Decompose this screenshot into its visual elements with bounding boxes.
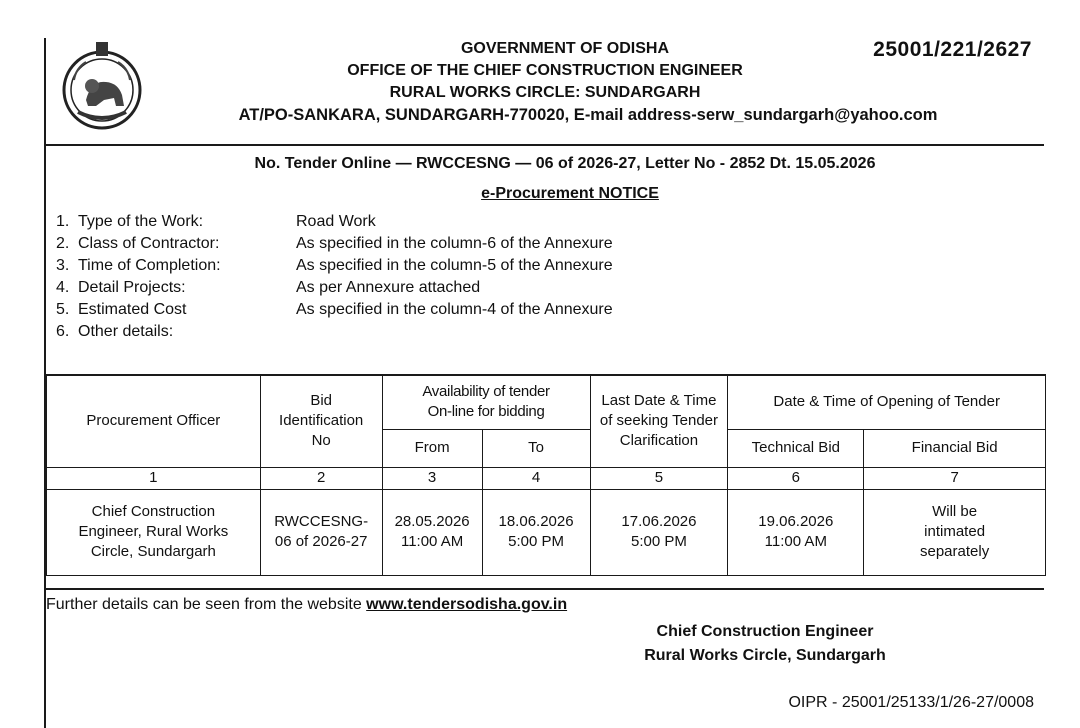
reference-number: 25001/221/2627 [873, 38, 1032, 61]
column-number: 3 [382, 467, 482, 489]
column-number-row [47, 467, 1046, 489]
oipr-number: OIPR - 25001/25133/1/26-27/0008 [788, 694, 1034, 711]
cell-from [382, 489, 482, 575]
column-number: 2 [260, 467, 382, 489]
cell-bid-id [260, 489, 382, 575]
notice-footer [46, 588, 1044, 711]
cell-text: 18.06.2026 [498, 513, 574, 530]
column-number: 5 [590, 467, 728, 489]
cell-text: 11:00 AM [400, 533, 464, 550]
column-number: 4 [482, 467, 590, 489]
header-to: To [482, 429, 590, 467]
header-text: Identification [279, 412, 364, 430]
detail-item [46, 321, 1044, 343]
notice-header [46, 38, 1044, 146]
cell-last-date [590, 489, 728, 575]
detail-value: Road Work [296, 213, 376, 230]
detail-number: 2. [56, 235, 70, 252]
tender-number: No. Tender Online — RWCCESNG — 06 of 2026-27, Letter No - 2852 Dt. 15.05.2026 [254, 155, 876, 172]
cell-to [482, 489, 590, 575]
cell-text: intimated [924, 523, 986, 540]
detail-label: Estimated Cost [78, 301, 187, 318]
further-details-text: Further details can be seen from the website [46, 596, 362, 613]
header-from: From [382, 429, 482, 467]
detail-value: As specified in the column-4 of the Annexure [296, 301, 613, 318]
signatory-office: Rural Works Circle, Sundargarh [644, 647, 886, 664]
cell-text: 5:00 PM [631, 533, 687, 550]
notice-title: e-Procurement NOTICE [481, 185, 659, 202]
address-line: AT/PO-SANKARA, SUNDARGARH-770020, E-mail address-serw_sundargarh@yahoo.com [238, 106, 938, 124]
detail-value: As per Annexure attached [296, 279, 481, 296]
detail-number: 6. [56, 323, 70, 340]
cell-text: 06 of 2026-27 [274, 533, 368, 550]
cell-text: Will be [932, 503, 978, 520]
cell-text: 11:00 AM [764, 533, 827, 550]
detail-label: Time of Completion: [78, 257, 221, 274]
cell-text: 5:00 PM [508, 533, 564, 550]
detail-value [296, 321, 1044, 343]
government-title: GOVERNMENT OF ODISHA [460, 40, 669, 57]
header-opening: Date & Time of Opening of Tender [728, 375, 1046, 429]
cell-financial-bid [864, 489, 1046, 575]
table-row [47, 489, 1046, 575]
column-number: 1 [47, 467, 261, 489]
detail-value: As specified in the column-5 of the Annexure [296, 257, 613, 274]
tender-notice [44, 38, 1044, 728]
detail-label: Type of the Work: [78, 213, 204, 230]
circle-title: RURAL WORKS CIRCLE: SUNDARGARH [389, 84, 701, 101]
cell-procurement-officer [47, 489, 261, 575]
cell-technical-bid [728, 489, 864, 575]
cell-text: 19.06.2026 [758, 513, 834, 530]
detail-label: Detail Projects: [78, 279, 186, 296]
detail-number: 3. [56, 257, 70, 274]
detail-value: As specified in the column-6 of the Annexure [296, 235, 613, 252]
header-bid-identification [260, 375, 382, 467]
header-text: On-line for bidding [427, 403, 545, 421]
signature-block [486, 620, 1044, 668]
tender-schedule-table [46, 374, 1046, 576]
column-number: 7 [864, 467, 1046, 489]
detail-number: 1. [56, 213, 70, 230]
detail-item [46, 277, 1044, 299]
header-last-date [590, 375, 728, 467]
detail-label: Other details: [78, 323, 174, 340]
header-text: of seeking Tender [599, 412, 719, 430]
detail-item [46, 211, 1044, 233]
signatory-title: Chief Construction Engineer [656, 623, 874, 640]
further-details [46, 590, 1044, 614]
header-text: Last Date & Time [601, 392, 717, 410]
header-text: No [311, 432, 331, 450]
cell-text: RWCCESNG- [274, 513, 369, 530]
header-financial-bid: Financial Bid [864, 429, 1046, 467]
detail-item [46, 255, 1044, 277]
header-text: Availability of tender [422, 383, 550, 401]
cell-text: 28.05.2026 [394, 513, 470, 530]
cell-text: Circle, Sundargarh [90, 543, 216, 560]
office-title: OFFICE OF THE CHIEF CONSTRUCTION ENGINEER [347, 62, 743, 79]
column-number: 6 [728, 467, 864, 489]
header-text: Clarification [619, 432, 699, 450]
detail-item [46, 299, 1044, 321]
cell-text: 17.06.2026 [621, 513, 697, 530]
header-availability [382, 375, 590, 429]
cell-text: Chief Construction [91, 503, 216, 520]
detail-item [46, 233, 1044, 255]
header-technical-bid: Technical Bid [728, 429, 864, 467]
header-procurement-officer: Procurement Officer [47, 375, 261, 467]
website-link[interactable]: www.tendersodisha.gov.in [366, 596, 568, 613]
cell-text: separately [920, 543, 990, 560]
detail-number: 4. [56, 279, 70, 296]
detail-label: Class of Contractor: [78, 235, 220, 252]
header-text: Bid [310, 392, 332, 410]
detail-number: 5. [56, 301, 70, 318]
work-details-list [46, 211, 1044, 343]
cell-text: Engineer, Rural Works [78, 523, 229, 540]
